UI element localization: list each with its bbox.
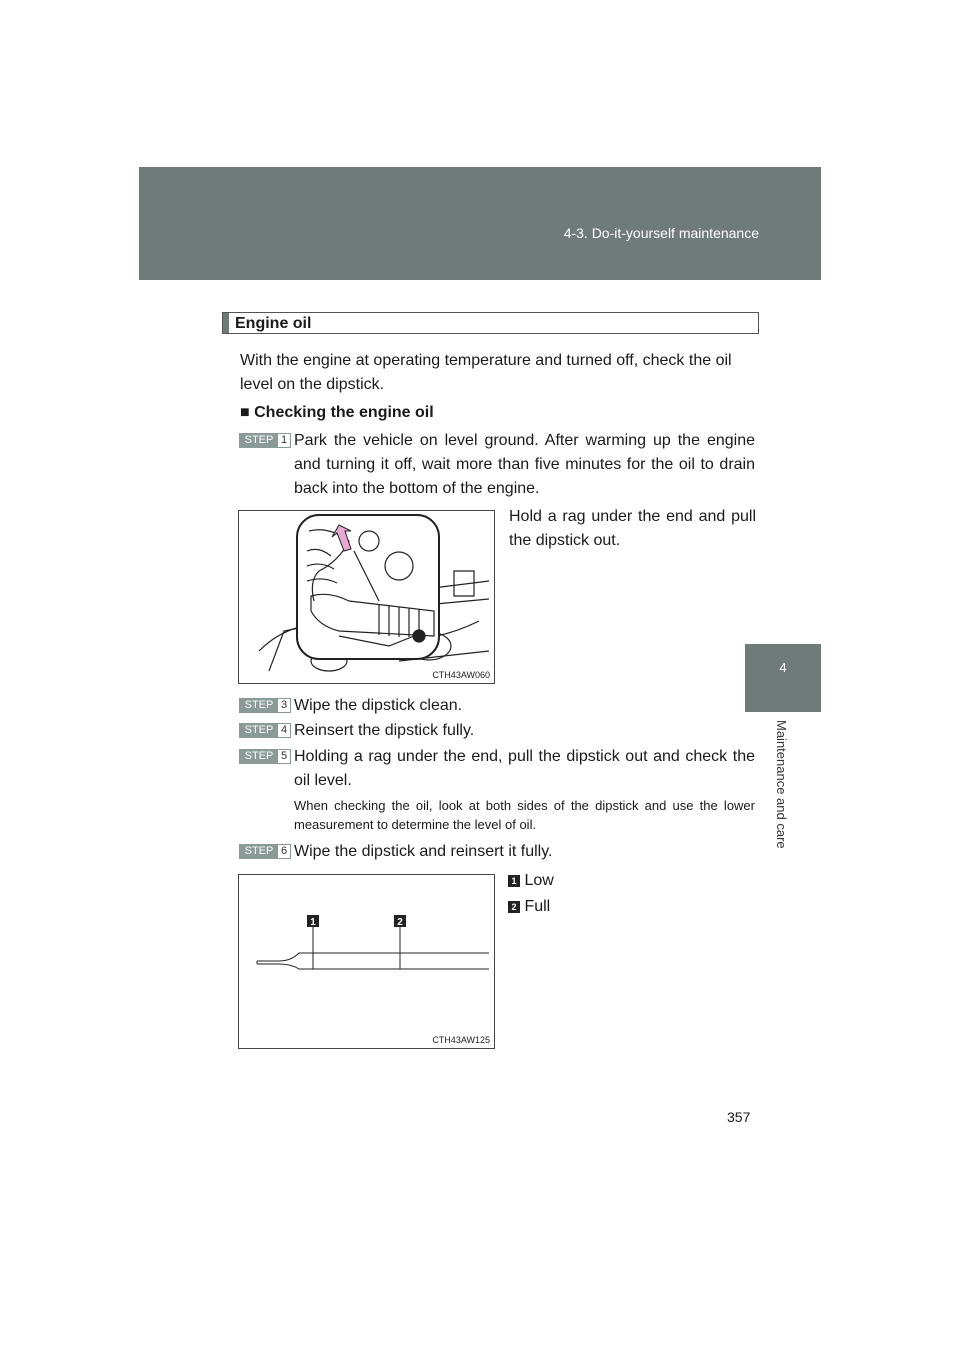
step-badge-4 [239, 723, 291, 738]
step-number: 3 [280, 699, 288, 711]
step-label: STEP [240, 750, 278, 763]
step-label: STEP [240, 724, 278, 737]
legend-label: Low [524, 872, 554, 889]
legend-item-low [508, 871, 554, 891]
header-section-title: 4-3. Do-it-yourself maintenance [563, 225, 759, 241]
step-5-text: Holding a rag under the end, pull the dipstick out and check the oil level. [294, 748, 755, 789]
chapter-tab [745, 644, 821, 712]
step-label: STEP [240, 434, 278, 447]
section-title-bar [222, 312, 759, 334]
number-1-icon: 1 [508, 875, 520, 887]
step-number: 5 [280, 750, 288, 762]
step-badge-1 [239, 433, 291, 448]
engine-figure [238, 510, 495, 684]
chapter-number: 4 [779, 660, 787, 675]
intro-paragraph: With the engine at operating temperature and turned off, check the oil level on the dipstick. [240, 352, 732, 393]
figure-code: CTH43AW060 [432, 670, 490, 680]
step-badge-6 [239, 844, 291, 859]
legend-label: Full [524, 898, 551, 915]
dipstick-figure [238, 874, 495, 1049]
step-badge-5 [239, 749, 291, 764]
step-2-text: Hold a rag under the end and pull the dipstick out. [509, 508, 756, 549]
header-band [139, 167, 821, 280]
step-number: 6 [280, 845, 288, 857]
section-title: Engine oil [235, 315, 312, 332]
step-6-text: Wipe the dipstick and reinsert it fully. [294, 843, 553, 860]
marker-1-label: 1 [310, 917, 316, 928]
figure-code: CTH43AW125 [432, 1035, 490, 1045]
step-4-text: Reinsert the dipstick fully. [294, 722, 475, 739]
note-text: When checking the oil, look at both sides of the dipstick and use the lower measurement to determine the level of oil. [294, 798, 755, 832]
chapter-title-vertical [748, 720, 818, 870]
chapter-title: Maintenance and care [774, 720, 789, 849]
marker-2-label: 2 [397, 917, 403, 928]
step-1-text: Park the vehicle on level ground. After warming up the engine and turning it off, wait more than five minutes for the oil to drain back into the bottom of the engine. [294, 432, 755, 497]
step-label: STEP [240, 699, 278, 712]
legend-item-full [508, 897, 550, 917]
step-number: 4 [280, 724, 288, 736]
step-label: STEP [240, 845, 278, 858]
dipstick-illustration [239, 875, 494, 1048]
step-3-text: Wipe the dipstick clean. [294, 697, 463, 714]
number-2-icon: 2 [508, 901, 520, 913]
page-number: 357 [727, 1109, 751, 1125]
step-number: 1 [280, 434, 288, 446]
subheading: ■ Checking the engine oil [240, 404, 434, 421]
engine-illustration [239, 511, 494, 683]
step-badge-3 [239, 698, 291, 713]
